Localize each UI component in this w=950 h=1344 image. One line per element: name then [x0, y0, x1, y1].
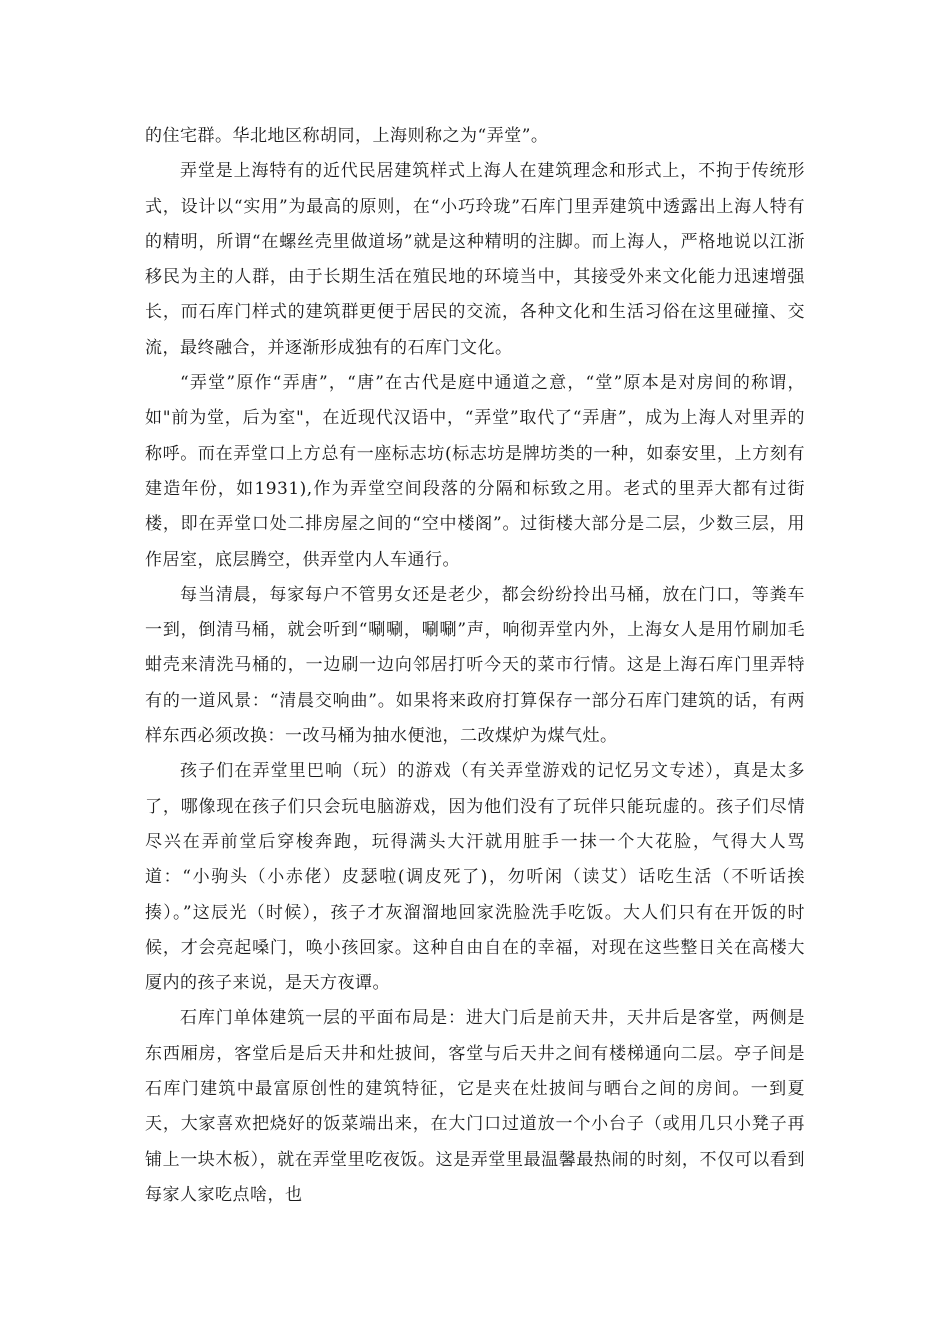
paragraph-3: “弄堂”原作“弄唐”，“唐”在古代是庭中通道之意，“堂”原本是对房间的称谓，如"前为堂，后为室"，在近现代汉语中，“弄堂”取代了“弄唐”，成为上海人对里弄的称呼。而在弄堂口上方总有一座标志坊(标志坊是牌坊类的一种，如泰安里，上方刻有建造年份，如1931),作为弄堂空间段落的分隔和标致之用。老式的里弄大都有过街楼，即在弄堂口处二排房屋之间的“空中楼阁”。过街楼大部分是二层，少数三层，用作居室，底层腾空，供弄堂内人车通行。 [145, 373, 805, 570]
document-body [145, 119, 805, 1213]
paragraph-1: 的住宅群。华北地区称胡同，上海则称之为“弄堂”。 [145, 126, 549, 146]
paragraph-2: 弄堂是上海特有的近代民居建筑样式上海人在建筑理念和形式上，不拘于传统形式，设计以“实用”为最高的原则，在“小巧玲珑”石库门里弄建筑中透露出上海人特有的精明，所谓“在螺丝壳里做道场”就是这种精明的注脚。而上海人，严格地说以江浙移民为主的人群，由于长期生活在殖民地的环境当中，其接受外来文化能力迅速增强长，而石库门样式的建筑群更便于居民的交流，各种文化和生活习俗在这里碰撞、交流，最终融合，并逐渐形成独有的石库门文化。 [145, 161, 805, 358]
paragraph-5: 孩子们在弄堂里巴响（玩）的游戏（有关弄堂游戏的记忆另文专述），真是太多了，哪像现在孩子们只会玩电脑游戏，因为他们没有了玩伴只能玩虚的。孩子们尽情尽兴在弄前堂后穿梭奔跑，玩得满头大汗就用脏手一抹一个大花脸，气得大人骂道：“小驹头（小赤佬）皮瑟啦(调皮死了)，勿听闲（读艾）话吃生活（不听话挨揍）。”这辰光（时候），孩子才灰溜溜地回家洗脸洗手吃饭。大人们只有在开饭的时候，才会亮起嗓门，唤小孩回家。这种自由自在的幸福，对现在这些整日关在高楼大厦内的孩子来说，是天方夜谭。 [145, 761, 805, 994]
paragraph-6: 石库门单体建筑一层的平面布局是：进大门后是前天井，天井后是客堂，两侧是东西厢房，客堂后是后天井和灶披间，客堂与后天井之间有楼梯通向二层。亭子间是石库门建筑中最富原创性的建筑特征，它是夹在灶披间与晒台之间的房间。一到夏天，大家喜欢把烧好的饭菜端出来，在大门口过道放一个小台子（或用几只小凳子再铺上一块木板），就在弄堂里吃夜饭。这是弄堂里最温馨最热闹的时刻，不仅可以看到每家人家吃点啥，也 [145, 1008, 805, 1205]
paragraph-4: 每当清晨，每家每户不管男女还是老少，都会纷纷拎出马桶，放在门口，等粪车一到，倒清马桶，就会听到“唰唰，唰唰”声，响彻弄堂内外，上海女人是用竹刷加毛蚶壳来清洗马桶的，一边刷一边向邻居打听今天的菜市行情。这是上海石库门里弄特有的一道风景：“清晨交响曲”。如果将来政府打算保存一部分石库门建筑的话，有两样东西必须改换：一改马桶为抽水便池，二改煤炉为煤气灶。 [145, 584, 805, 747]
